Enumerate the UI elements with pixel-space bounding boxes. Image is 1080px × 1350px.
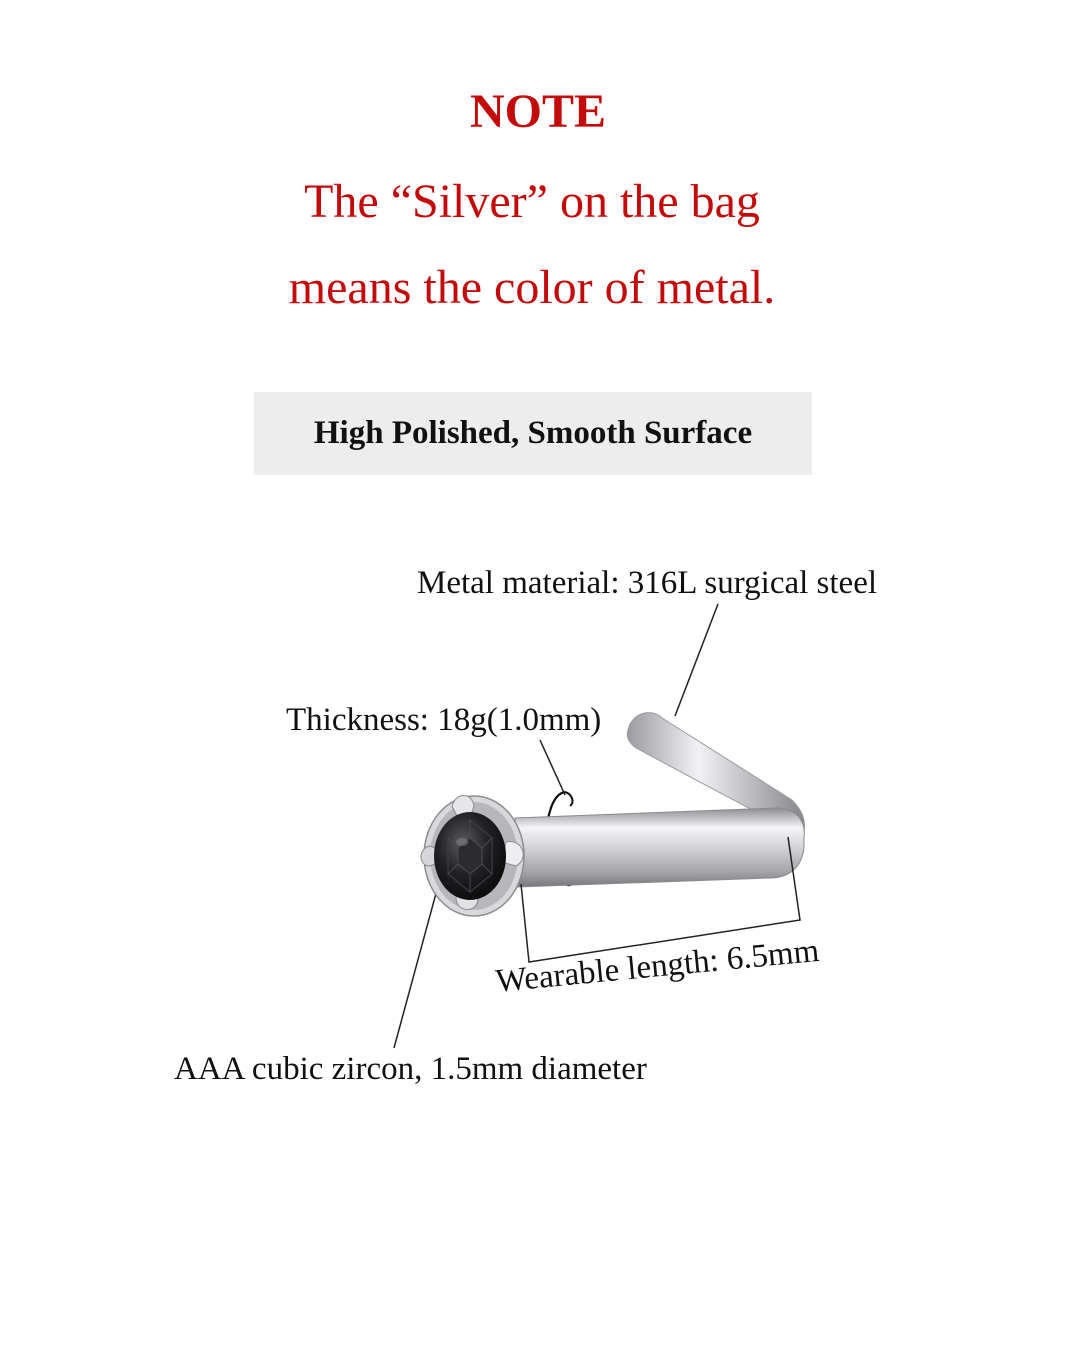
feature-text: High Polished, Smooth Surface — [313, 415, 753, 451]
zircon-leader-line — [394, 875, 441, 1048]
note-line-1: The “Silver” on the bag — [304, 175, 760, 228]
thickness-callout: Thickness: 18g(1.0mm) — [286, 702, 602, 738]
note-title: NOTE — [469, 85, 607, 138]
note-line-2: means the color of metal. — [288, 261, 776, 314]
zircon-callout: AAA cubic zircon, 1.5mm diameter — [174, 1051, 647, 1087]
material-leader-line — [675, 604, 718, 716]
material-callout: Metal material: 316L surgical steel — [417, 565, 878, 601]
thickness-leader-line — [540, 740, 565, 795]
pin-horizontal-shaft — [515, 808, 804, 887]
length-callout: Wearable length: 6.5mm — [494, 932, 821, 1000]
